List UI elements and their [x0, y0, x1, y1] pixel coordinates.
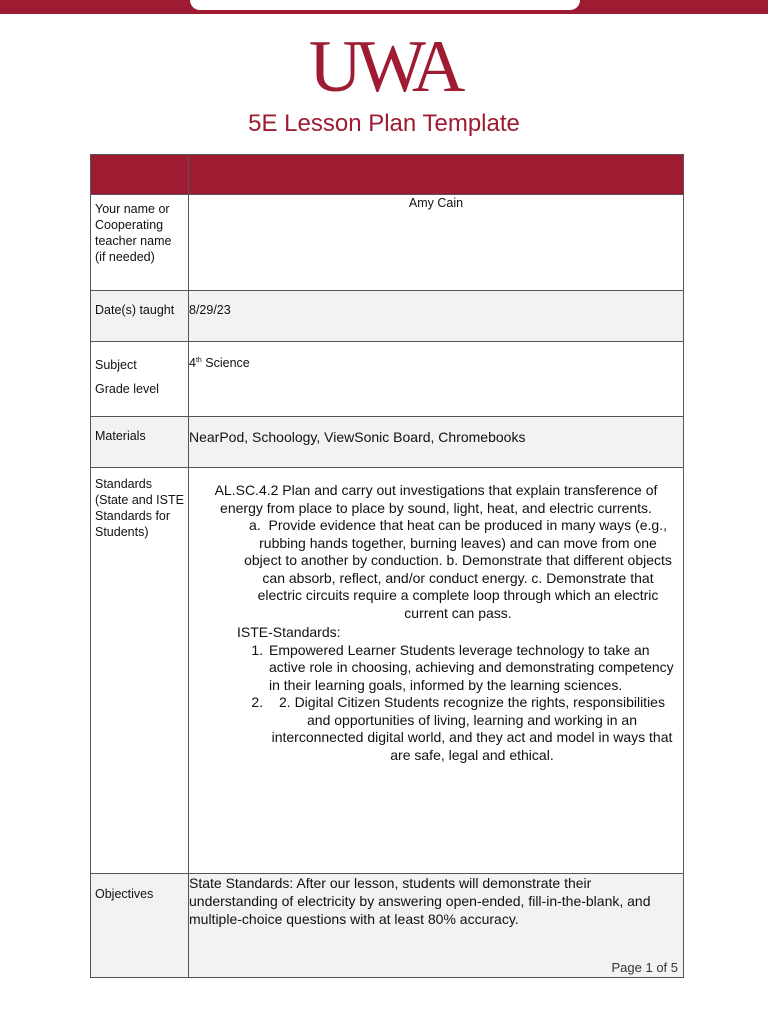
standards-intro: AL.SC.4.2 Plan and carry out investigations that explain transference of energy from place to place by sound, light, heat, and electric currents. [214, 482, 658, 516]
iste-item-2: 2. 2. Digital Citizen Students recognize the rights, responsibilities and opportunities of living, learning and working in an interconnected digital world, and they act and model in ways that are safe, legal and ethical. [267, 694, 675, 764]
grade-number: 4 [189, 356, 196, 371]
subject-name: Science [201, 356, 250, 371]
label-objectives: Objectives [91, 874, 189, 978]
value-objectives: State Standards: After our lesson, students will demonstrate their understanding of electricity by answering open-ended, fill-in-the-blank, and multiple-choice questions with at least 80% accuracy. [189, 874, 684, 978]
row-name [91, 195, 684, 291]
label-materials: Materials [91, 417, 189, 468]
header-cell-left [91, 155, 189, 195]
value-standards [189, 468, 684, 874]
lesson-plan-table [90, 154, 684, 978]
header-cell-right [189, 155, 684, 195]
standards-content [189, 468, 683, 764]
row-date [91, 291, 684, 342]
label-date: Date(s) taught [91, 291, 189, 342]
iste-heading: ISTE-Standards: [237, 624, 341, 640]
page-number: Page 1 of 5 [611, 960, 678, 975]
page-title: 5E Lesson Plan Template [248, 110, 520, 137]
label-subject [91, 342, 189, 417]
value-name: Amy Cain [189, 195, 684, 291]
row-materials [91, 417, 684, 468]
label-standards: Standards (State and ISTE Standards for Students) [91, 468, 189, 874]
uwa-logo: UWA [308, 26, 460, 108]
row-subject [91, 342, 684, 417]
row-standards [91, 468, 684, 874]
item-a-marker: a. [249, 517, 269, 533]
label-subject-text: Subject [95, 358, 137, 372]
label-name: Your name or Cooperating teacher name (if needed) [91, 195, 189, 291]
iste-item-1: 1. Empowered Learner Students leverage technology to take an active role in choosing, achieving and demonstrating competency in their learning goals, informed by the learning sciences. [267, 642, 675, 695]
value-subject [189, 342, 684, 417]
standards-item-a [197, 517, 675, 622]
label-grade-text: Grade level [95, 382, 159, 396]
value-date: 8/29/23 [189, 291, 684, 342]
row-objectives [91, 874, 684, 978]
grade-suffix: th [195, 357, 202, 364]
top-tab-shape [190, 0, 580, 10]
item-a-text: Provide evidence that heat can be produced in many ways (e.g., rubbing hands together, burning leaves) and can move from one object to another by conduction. b. Demonstrate that different objects can absorb, reflect, and/or conduct energy. c. Demonstrate that electric circuits require a complete loop through which an electric current can pass. [244, 517, 672, 621]
table-header-row [91, 155, 684, 195]
value-materials: NearPod, Schoology, ViewSonic Board, Chromebooks [189, 417, 684, 468]
iste-list [197, 642, 675, 765]
